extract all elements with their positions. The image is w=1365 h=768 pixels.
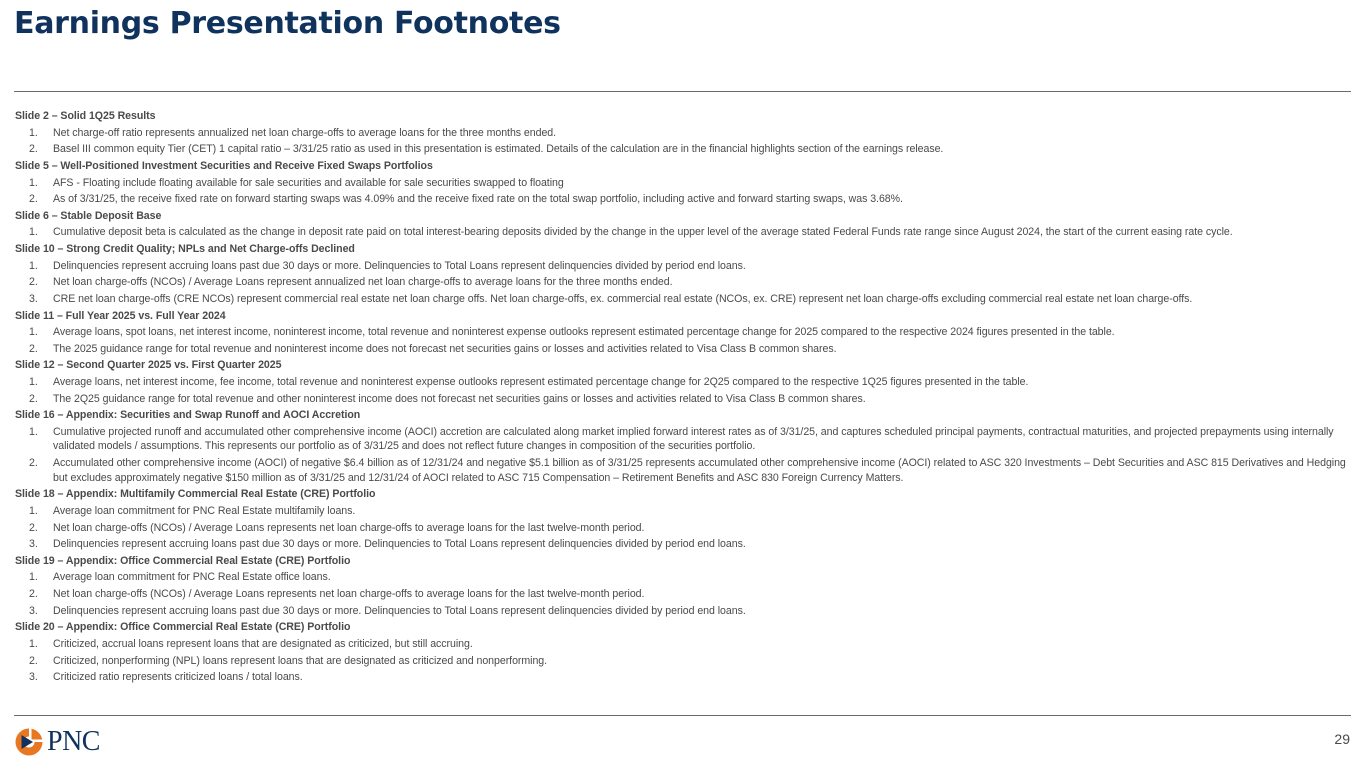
footnote-item: [15, 191, 1350, 208]
footnote-item: [15, 141, 1350, 158]
footnote-number: 2.: [29, 276, 38, 289]
footnote-text: Average loan commitment for PNC Real Estate office loans.: [53, 571, 331, 584]
footnote-item: [15, 653, 1350, 670]
footnote-text: Net loan charge-offs (NCOs) / Average Loans represents net loan charge-offs to average loans for the last twelve-month period.: [53, 521, 645, 534]
logo-wordmark: PNC: [47, 726, 100, 757]
footnote-text: As of 3/31/25, the receive fixed rate on forward starting swaps was 4.09% and the receive fixed rate on the total swap portfolio, including active and forward starting swaps, was 3.68%.: [53, 193, 903, 206]
footnote-number: 1.: [29, 176, 38, 189]
section-title: Slide 2 – Solid 1Q25 Results: [15, 110, 156, 122]
footnote-number: 3.: [29, 671, 38, 684]
footnote-number: 2.: [29, 193, 38, 206]
footnote-item: [15, 424, 1350, 455]
footnote-item: [15, 391, 1350, 408]
footnote-number: 3.: [29, 604, 38, 617]
section-title: Slide 10 – Strong Credit Quality; NPLs and Net Charge-offs Declined: [15, 243, 355, 255]
page-title: Earnings Presentation Footnotes: [14, 6, 561, 41]
footnote-text: Average loans, net interest income, fee income, total revenue and noninterest expense outlooks represent estimated percentage change for 2Q25 compared to the respective 1Q25 figures presented in the table.: [53, 376, 1029, 388]
footnote-number: 2.: [29, 143, 38, 156]
section-title: Slide 16 – Appendix: Securities and Swap Runoff and AOCI Accretion: [15, 409, 361, 422]
footnote-item: [15, 536, 1350, 553]
footnote-item: [15, 520, 1350, 537]
footnote-item: [15, 175, 1350, 192]
section-title: Slide 19 – Appendix: Office Commercial Real Estate (CRE) Portfolio: [15, 554, 351, 567]
pnc-mark-icon: [14, 727, 44, 757]
section-title: Slide 12 – Second Quarter 2025 vs. First Quarter 2025: [15, 359, 282, 372]
footnote-number: 1.: [29, 326, 38, 339]
footnote-number: 2.: [29, 342, 38, 355]
footnote-number: 2.: [29, 392, 38, 405]
footnote-text: Delinquencies represent accruing loans past due 30 days or more. Delinquencies to Total Loans represent delinquencies divided by period end loans.: [53, 604, 746, 617]
footnote-number: 2.: [29, 457, 38, 470]
footnote-number: 3.: [29, 538, 38, 551]
section-title: Slide 5 – Well-Positioned Investment Securities and Receive Fixed Swaps Portfolios: [15, 159, 433, 172]
footnote-item: [15, 341, 1350, 358]
footnote-number: 2.: [29, 654, 38, 667]
footnote-text: Criticized, accrual loans represent loans that are designated as criticized, but still accruing.: [53, 637, 473, 650]
footnotes-list: [15, 108, 1350, 686]
footnote-number: 1.: [29, 226, 38, 239]
footnote-text: Criticized ratio represents criticized loans / total loans.: [53, 671, 303, 684]
page-number: 29: [1334, 731, 1350, 747]
section-title: Slide 11 – Full Year 2025 vs. Full Year 2024: [15, 309, 226, 322]
footnote-text: AFS - Floating include floating available for sale securities and available for sale securities swapped to floating: [53, 176, 564, 189]
footnote-text: CRE net loan charge-offs (CRE NCOs) represent commercial real estate net loan charge offs. Net loan charge-offs, ex. commercial real estate (NCOs, ex. CRE) represent net loan charge-offs excluding commercial real estate net loan charge-offs.: [53, 292, 1193, 305]
footnote-number: 3.: [29, 292, 38, 305]
footnote-text: Net loan charge-offs (NCOs) / Average Loans represents net loan charge-offs to average loans for the last twelve-month period.: [53, 588, 645, 600]
footnote-item: [15, 125, 1350, 142]
footnote-text: The 2025 guidance range for total revenue and noninterest income does not forecast net securities gains or losses and activities related to Visa Class B common shares.: [53, 342, 837, 355]
footnote-text: Cumulative deposit beta is calculated as the change in deposit rate paid on total interest-bearing deposits divided by the change in the upper level of the average stated Federal Funds rate range since August 2024, the start of the current easing rate cycle.: [53, 226, 1233, 239]
section-title: Slide 20 – Appendix: Office Commercial Real Estate (CRE) Portfolio: [15, 621, 351, 634]
footnote-text: Criticized, nonperforming (NPL) loans represent loans that are designated as criticized and nonperforming.: [53, 654, 548, 667]
footnote-item: [15, 569, 1350, 586]
footnote-number: 1.: [29, 126, 38, 139]
footnote-text: Net loan charge-offs (NCOs) / Average Loans represent annualized net loan charge-offs to average loans for the three months ended.: [53, 276, 673, 289]
section-title: Slide 18 – Appendix: Multifamily Commercial Real Estate (CRE) Portfolio: [15, 488, 376, 501]
footnote-text: The 2Q25 guidance range for total revenue and other noninterest income does not forecast net securities gains or losses and activities related to Visa Class B common shares.: [53, 392, 866, 405]
section-title: Slide 6 – Stable Deposit Base: [15, 209, 162, 222]
footnote-number: 1.: [29, 376, 38, 388]
footnote-text: Accumulated other comprehensive income (AOCI) of negative $6.4 billion as of 12/31/24 and negative $5.1 billion as of 3/31/25 represents accumulated other comprehensive income (AOCI) related to ASC 320 Investments – Debt Securities and ASC 815 Derivatives and Hedging but excludes approximately negative $150 million as of 3/31/25 and 12/31/24 of AOCI related to ASC 715 Compensation – Retirement Benefits and ASC 830 Foreign Currency Matters.: [53, 457, 1346, 484]
footnote-item: [15, 636, 1350, 653]
footnote-number: 1.: [29, 425, 38, 438]
footnote-number: 1.: [29, 504, 38, 517]
footnote-item: [15, 324, 1350, 341]
footnote-text: Delinquencies represent accruing loans past due 30 days or more. Delinquencies to Total Loans represent delinquencies divided by period end loans.: [53, 259, 746, 272]
footnote-text: Average loans, spot loans, net interest income, noninterest income, total revenue and noninterest expense outlooks represent estimated percentage change for 2025 compared to the respective 2024 figures presented in the table.: [53, 326, 1115, 339]
footnote-number: 1.: [29, 259, 38, 272]
footnote-text: Net charge-off ratio represents annualized net loan charge-offs to average loans for the three months ended.: [53, 126, 557, 139]
footnote-item: [15, 455, 1350, 486]
footnote-text: Basel III common equity Tier (CET) 1 capital ratio – 3/31/25 ratio as used in this presentation is estimated. Details of the calculation are in the financial highlights section of the earnings release.: [53, 143, 944, 156]
footnote-item: [15, 603, 1350, 620]
footnote-item: [15, 669, 1350, 686]
bottom-divider: [14, 715, 1351, 716]
top-divider: [14, 91, 1351, 92]
footnote-item: [15, 224, 1350, 241]
pnc-logo: [14, 726, 100, 758]
footnote-item: [15, 503, 1350, 520]
footnote-item: [15, 274, 1350, 291]
footnote-number: 2.: [29, 521, 38, 534]
footnote-number: 1.: [29, 571, 38, 584]
footnote-item: [15, 258, 1350, 275]
footnote-text: Delinquencies represent accruing loans past due 30 days or more. Delinquencies to Total Loans represent delinquencies divided by period end loans.: [53, 538, 746, 551]
footnote-item: [15, 291, 1350, 308]
footnote-text: Cumulative projected runoff and accumulated other comprehensive income (AOCI) accretion are calculated along market implied forward interest rates as of 3/31/25, and captures scheduled principal payments, contractual maturities, and projected prepayments using internally validated models / assumptions. This represents our portfolio as of 3/31/25 and does not reflect future changes in composition of the securities portfolio.: [53, 425, 1334, 453]
footnote-number: 1.: [29, 637, 38, 650]
footnote-text: Average loan commitment for PNC Real Estate multifamily loans.: [53, 504, 356, 517]
footnote-item: [15, 586, 1350, 603]
footnote-number: 2.: [29, 588, 38, 600]
footnote-item: [15, 374, 1350, 391]
